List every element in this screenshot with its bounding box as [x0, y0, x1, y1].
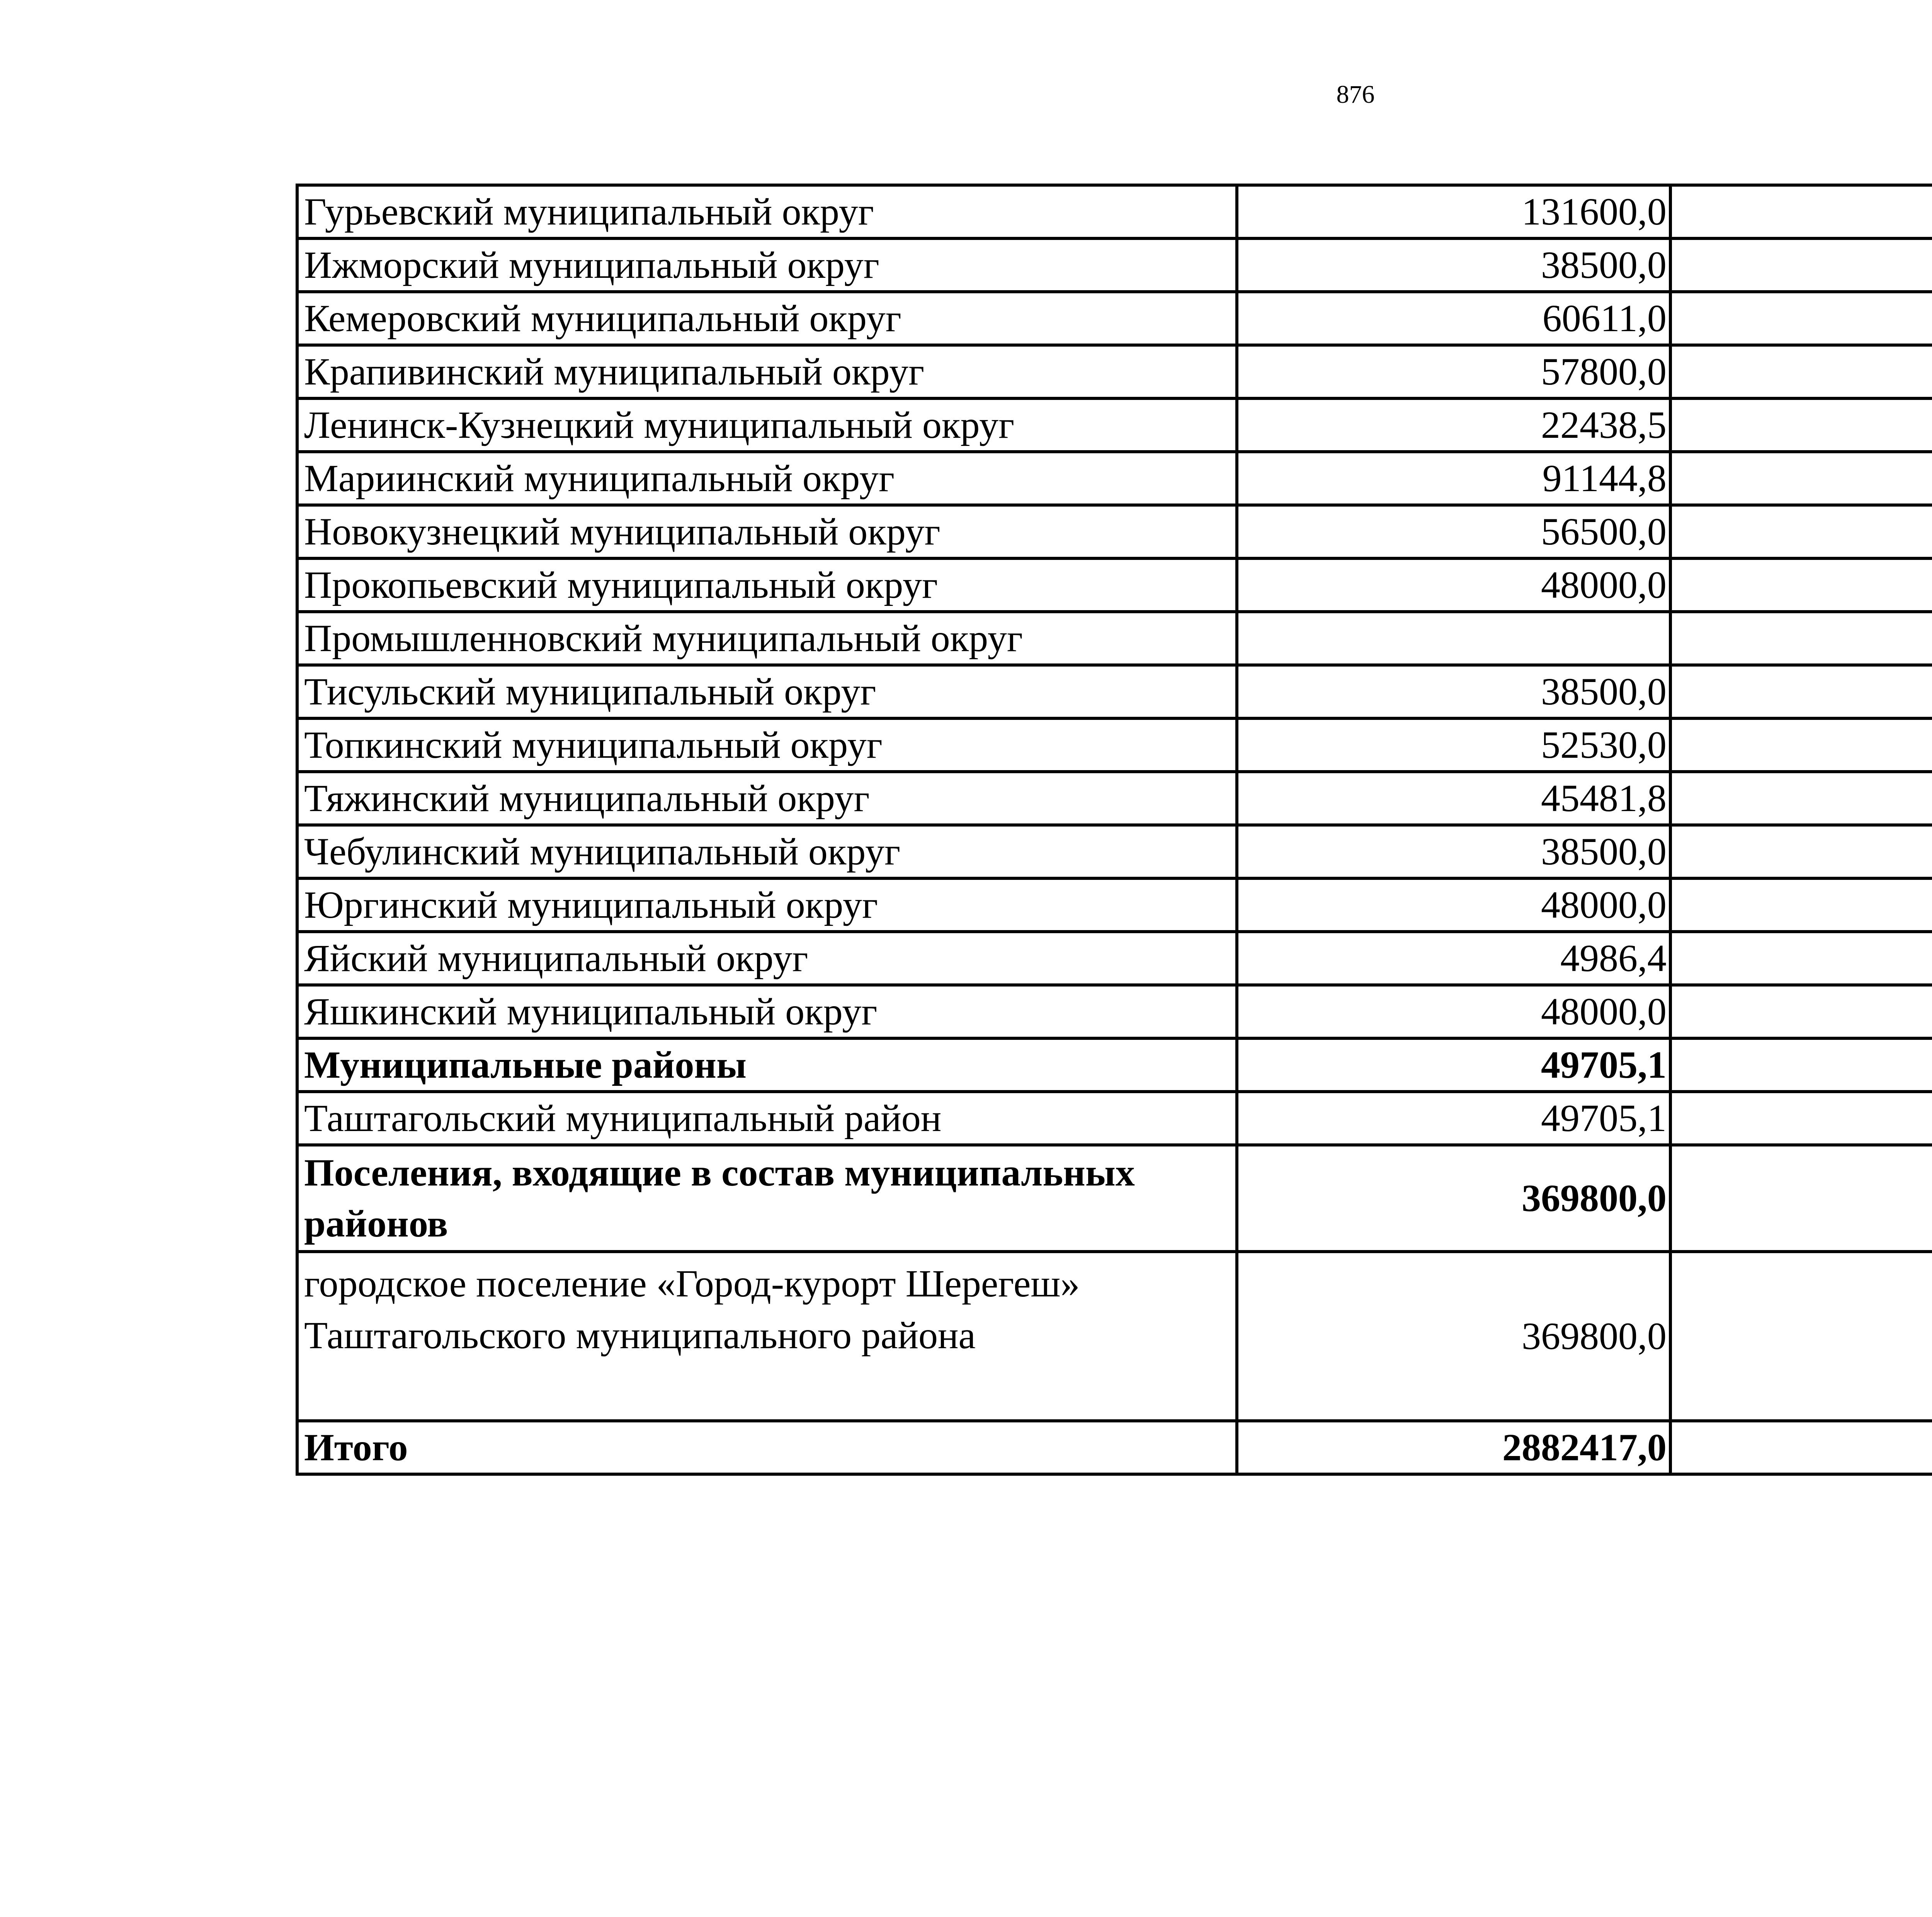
- table-row: [297, 1092, 1932, 1145]
- row-name: Промышленновский муниципальный округ: [297, 612, 1237, 665]
- row-value-1: 56500,0: [1237, 505, 1670, 558]
- row-name: Тяжинский муниципальный округ: [297, 772, 1237, 825]
- table-row: [297, 398, 1932, 452]
- row-value-1: 369800,0: [1237, 1145, 1670, 1252]
- row-value-1: [1237, 612, 1670, 665]
- table-row: [297, 1252, 1932, 1421]
- table-row: [297, 452, 1932, 505]
- row-name: Ижморский муниципальный округ: [297, 238, 1237, 292]
- table-row: [297, 238, 1932, 292]
- row-value-2: [1670, 505, 1932, 558]
- row-value-1: 48000,0: [1237, 985, 1670, 1038]
- row-value-1: 52530,0: [1237, 718, 1670, 772]
- table-row: [297, 345, 1932, 398]
- row-name: Поселения, входящие в состав муниципальных районов: [297, 1145, 1237, 1252]
- row-value-2: [1670, 718, 1932, 772]
- table-row: [297, 985, 1932, 1038]
- row-name: Крапивинский муниципальный округ: [297, 345, 1237, 398]
- row-name: Прокопьевский муниципальный округ: [297, 558, 1237, 612]
- row-value-2: [1670, 612, 1932, 665]
- table-row: [297, 932, 1932, 985]
- row-value-1: 38500,0: [1237, 665, 1670, 718]
- row-value-1: 91144,8: [1237, 452, 1670, 505]
- table-row: [297, 185, 1932, 238]
- row-value-1: 57800,0: [1237, 345, 1670, 398]
- table-row: [297, 292, 1932, 345]
- row-value-2: [1670, 1092, 1932, 1145]
- table-row: [297, 718, 1932, 772]
- row-value-2: [1670, 452, 1932, 505]
- table-row: [297, 558, 1932, 612]
- row-value-1: 49705,1: [1237, 1038, 1670, 1092]
- row-name: Тисульский муниципальный округ: [297, 665, 1237, 718]
- row-value-1: 60611,0: [1237, 292, 1670, 345]
- row-value-1: 45481,8: [1237, 772, 1670, 825]
- row-value-1: 369800,0: [1237, 1252, 1670, 1421]
- section-row: [297, 1145, 1932, 1252]
- row-name: Юргинский муниципальный округ: [297, 878, 1237, 932]
- row-value-1: 22438,5: [1237, 398, 1670, 452]
- row-value-2: [1670, 1421, 1932, 1474]
- row-value-1: 48000,0: [1237, 558, 1670, 612]
- section-row: [297, 1038, 1932, 1092]
- row-value-2: [1670, 185, 1932, 238]
- row-value-2: [1670, 665, 1932, 718]
- row-name: Муниципальные районы: [297, 1038, 1237, 1092]
- row-value-2: [1670, 292, 1932, 345]
- row-value-2: [1670, 398, 1932, 452]
- row-value-1: 48000,0: [1237, 878, 1670, 932]
- row-value-1: 38500,0: [1237, 238, 1670, 292]
- row-name: Кемеровский муниципальный округ: [297, 292, 1237, 345]
- row-name: Гурьевский муниципальный округ: [297, 185, 1237, 238]
- total-row: [297, 1421, 1932, 1474]
- row-value-2: [1670, 932, 1932, 985]
- row-value-2: [1670, 345, 1932, 398]
- row-value-1: 38500,0: [1237, 825, 1670, 878]
- row-name: Таштагольский муниципальный район: [297, 1092, 1237, 1145]
- row-name: Яйский муниципальный округ: [297, 932, 1237, 985]
- row-name: Ленинск-Кузнецкий муниципальный округ: [297, 398, 1237, 452]
- row-value-1: 49705,1: [1237, 1092, 1670, 1145]
- row-value-2: [1670, 558, 1932, 612]
- row-name: Топкинский муниципальный округ: [297, 718, 1237, 772]
- row-value-2: [1670, 1038, 1932, 1092]
- table-row: [297, 878, 1932, 932]
- row-value-2: [1670, 238, 1932, 292]
- row-name: Новокузнецкий муниципальный округ: [297, 505, 1237, 558]
- table-row: [297, 772, 1932, 825]
- row-name: Яшкинский муниципальный округ: [297, 985, 1237, 1038]
- row-value-2: [1670, 1252, 1932, 1421]
- row-name: Чебулинский муниципальный округ: [297, 825, 1237, 878]
- row-value-2: [1670, 985, 1932, 1038]
- budget-table: [296, 184, 1932, 1476]
- row-value-1: 131600,0: [1237, 185, 1670, 238]
- table-row: [297, 825, 1932, 878]
- table-row: [297, 612, 1932, 665]
- page-number: 876: [1336, 80, 1375, 109]
- row-name: Мариинский муниципальный округ: [297, 452, 1237, 505]
- row-value-2: [1670, 878, 1932, 932]
- row-value-1: 2882417,0: [1237, 1421, 1670, 1474]
- table-row: [297, 665, 1932, 718]
- row-value-2: [1670, 1145, 1932, 1252]
- row-value-1: 4986,4: [1237, 932, 1670, 985]
- row-name: городское поселение «Город-курорт Шерегеш» Таштагольского муниципального района: [297, 1252, 1237, 1421]
- table-row: [297, 505, 1932, 558]
- row-name: Итого: [297, 1421, 1237, 1474]
- row-value-2: [1670, 825, 1932, 878]
- row-value-2: [1670, 772, 1932, 825]
